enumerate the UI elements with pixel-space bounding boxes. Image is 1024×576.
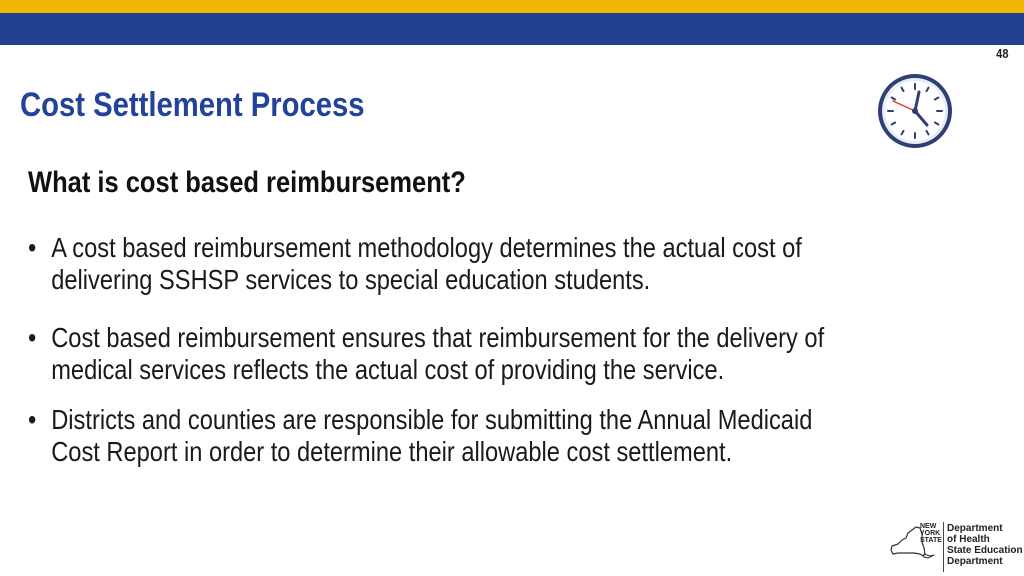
bullet-marker: • [28, 322, 37, 353]
state-line: NEW [920, 523, 937, 530]
new-york-state-wordmark [920, 523, 942, 544]
bullet-text: Cost based reimbursement ensures that reimbursement for the delivery of medical services reflects the actual cost of providing the service. [51, 322, 825, 385]
bullet-marker: • [28, 232, 37, 263]
bullet-marker: • [28, 404, 37, 435]
header-blue-band [0, 13, 1024, 45]
dept-line: of Health [947, 534, 990, 545]
page-number: 48 [995, 46, 1008, 61]
logo-divider [943, 522, 944, 572]
nys-logo [890, 520, 1023, 574]
header-gold-band [0, 0, 1024, 13]
bullet-text: Districts and counties are responsible for submitting the Annual Medicaid Cost Report in order to determine their allowable cost settlement. [51, 404, 813, 467]
dept-line: State Education [947, 545, 1023, 556]
clock-icon [875, 71, 955, 151]
slide-title: Cost Settlement Process [20, 86, 365, 124]
bullet-item [28, 404, 854, 468]
bullet-item [28, 232, 854, 296]
department-names [947, 523, 1023, 567]
bullet-text: A cost based reimbursement methodology determines the actual cost of delivering SSHSP services to special education students. [51, 232, 802, 295]
slide-subheading: What is cost based reimbursement? [28, 166, 466, 199]
state-line: YORK [920, 530, 941, 537]
dept-line: Department [947, 523, 1003, 534]
dept-line: Department [947, 556, 1003, 567]
bullet-item [28, 322, 854, 386]
state-line: STATE [920, 537, 942, 544]
